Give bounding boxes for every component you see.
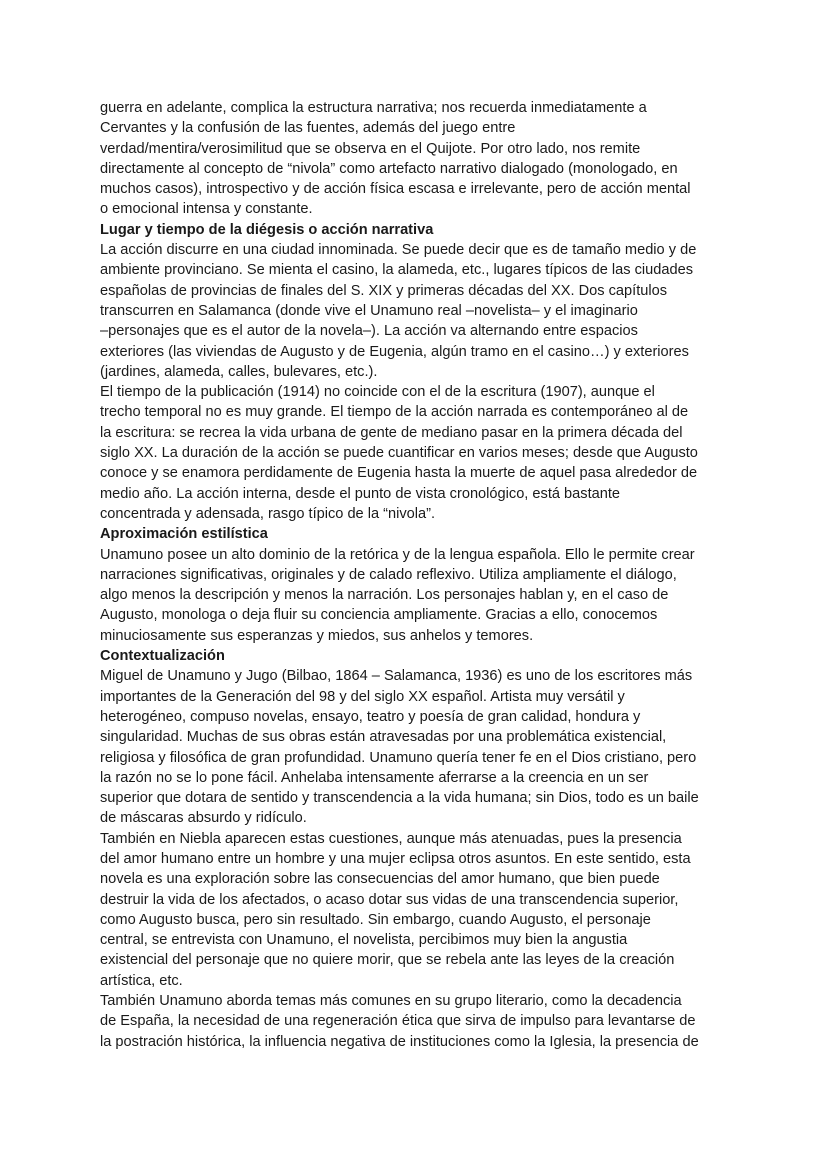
paragraph-line: del amor humano entre un hombre y una mujer eclipsa otros asuntos. En este sentido, esta — [100, 850, 691, 867]
paragraph-line: (jardines, alameda, calles, bulevares, etc.). — [100, 363, 378, 380]
paragraph-line: de máscaras absurdo y ridículo. — [100, 810, 307, 827]
paragraph-line: religiosa y filosófica de gran profundidad. Unamuno quería tener fe en el Dios cristiano, pero — [100, 749, 697, 766]
paragraph-line: medio año. La acción interna, desde el punto de vista cronológico, está bastante — [100, 485, 621, 502]
section-heading: Contextualización — [100, 648, 225, 665]
paragraph-line: directamente al concepto de “nivola” como artefacto narrativo dialogado (monologado, en — [100, 160, 678, 177]
paragraph-line: guerra en adelante, complica la estructura narrativa; nos recuerda inmediatamente a — [100, 100, 647, 116]
paragraph-line: La acción discurre en una ciudad innominada. Se puede decir que es de tamaño medio y de — [100, 242, 697, 259]
paragraph-line: de España, la necesidad de una regeneración ética que sirva de impulso para levantarse de — [100, 1013, 696, 1030]
paragraph-line: El tiempo de la publicación (1914) no coincide con el de la escritura (1907), aunque el — [100, 384, 655, 401]
paragraph-line: o emocional intensa y constante. — [100, 201, 313, 218]
paragraph-line: la escritura: se recrea la vida urbana de gente de mediano pasar en la primera década del — [100, 424, 683, 441]
paragraph-line: transcurren en Salamanca (donde vive el Unamuno real –novelista– y el imaginario — [100, 302, 638, 319]
paragraph-line: importantes de la Generación del 98 y del siglo XX español. Artista muy versátil y — [100, 688, 625, 705]
paragraph-line: superior que dotara de sentido y transcendencia a la vida humana; sin Dios, todo es un baile — [100, 790, 699, 807]
paragraph-line: conoce y se enamora perdidamente de Eugenia hasta la muerte de aquel pasa alrededor de — [100, 465, 698, 482]
paragraph-line: novela es una exploración sobre las consecuencias del amor humano, que bien puede — [100, 871, 660, 888]
paragraph-line: exteriores (las viviendas de Augusto y de Eugenia, algún tramo en el casino…) y exteriores — [100, 343, 689, 360]
paragraph-line: la postración histórica, la influencia negativa de instituciones como la Iglesia, la presencia de — [100, 1033, 699, 1050]
paragraph-line: ambiente provinciano. Se mienta el casino, la alameda, etc., lugares típicos de las ciudades — [100, 262, 694, 279]
paragraph-line: –personajes que es el autor de la novela–). La acción va alternando entre espacios — [100, 323, 638, 340]
paragraph-line: siglo XX. La duración de la acción se puede cuantificar en varios meses; desde que Augusto — [100, 445, 698, 462]
paragraph-line: verdad/mentira/verosimilitud que se observa en el Quijote. Por otro lado, nos remite — [100, 140, 641, 157]
paragraph-line: Augusto, monologa o deja fluir su conciencia ampliamente. Gracias a ello, conocemos — [100, 607, 658, 624]
paragraph-line: existencial del personaje que no quiere morir, que se rebela ante las leyes de la creación — [100, 952, 675, 969]
section-heading: Lugar y tiempo de la diégesis o acción narrativa — [100, 221, 434, 238]
paragraph-line: También en Niebla aparecen estas cuestiones, aunque más atenuadas, pues la presencia — [100, 830, 682, 847]
paragraph-line: destruir la vida de los afectados, o acaso dotar sus vidas de una transcendencia superior, — [100, 891, 679, 908]
section-heading: Aproximación estilística — [100, 526, 268, 543]
paragraph-line: como Augusto busca, pero sin resultado. Sin embargo, cuando Augusto, el personaje — [100, 911, 651, 928]
paragraph-line: españolas de provincias de finales del S. XIX y primeras décadas del XX. Dos capítulos — [100, 282, 668, 299]
paragraph-line: Miguel de Unamuno y Jugo (Bilbao, 1864 – Salamanca, 1936) es uno de los escritores más — [100, 668, 693, 685]
paragraph-line: trecho temporal no es muy grande. El tiempo de la acción narrada es contemporáneo al de — [100, 404, 689, 421]
paragraph-line: la razón no se lo pone fácil. Anhelaba intensamente aferrarse a la creencia en un ser — [100, 769, 649, 786]
paragraph-line: heterogéneo, compuso novelas, ensayo, teatro y poesía de gran calidad, hondura y — [100, 708, 641, 725]
paragraph-line: minuciosamente sus esperanzas y miedos, sus anhelos y temores. — [100, 627, 534, 644]
document-page — [100, 98, 740, 1052]
paragraph-line: central, se entrevista con Unamuno, el novelista, percibimos muy bien la angustia — [100, 932, 628, 949]
paragraph-line: singularidad. Muchas de sus obras están atravesadas por una problemática existencial, — [100, 729, 667, 746]
paragraph-line: algo menos la descripción y menos la narración. Los personajes hablan y, en el caso de — [100, 587, 669, 604]
paragraph-line: artística, etc. — [100, 972, 183, 989]
paragraph-line: muchos casos), introspectivo y de acción física escasa e irrelevante, pero de acción mental — [100, 181, 691, 198]
paragraph-line: También Unamuno aborda temas más comunes en su grupo literario, como la decadencia — [100, 993, 682, 1010]
paragraph-line: narraciones significativas, originales y de calado reflexivo. Utiliza ampliamente el diálogo, — [100, 566, 677, 583]
paragraph-line: Unamuno posee un alto dominio de la retórica y de la lengua española. Ello le permite crear — [100, 546, 695, 563]
paragraph-line: Cervantes y la confusión de las fuentes, además del juego entre — [100, 120, 516, 137]
paragraph-line: concentrada y adensada, rasgo típico de la “nivola”. — [100, 505, 436, 522]
